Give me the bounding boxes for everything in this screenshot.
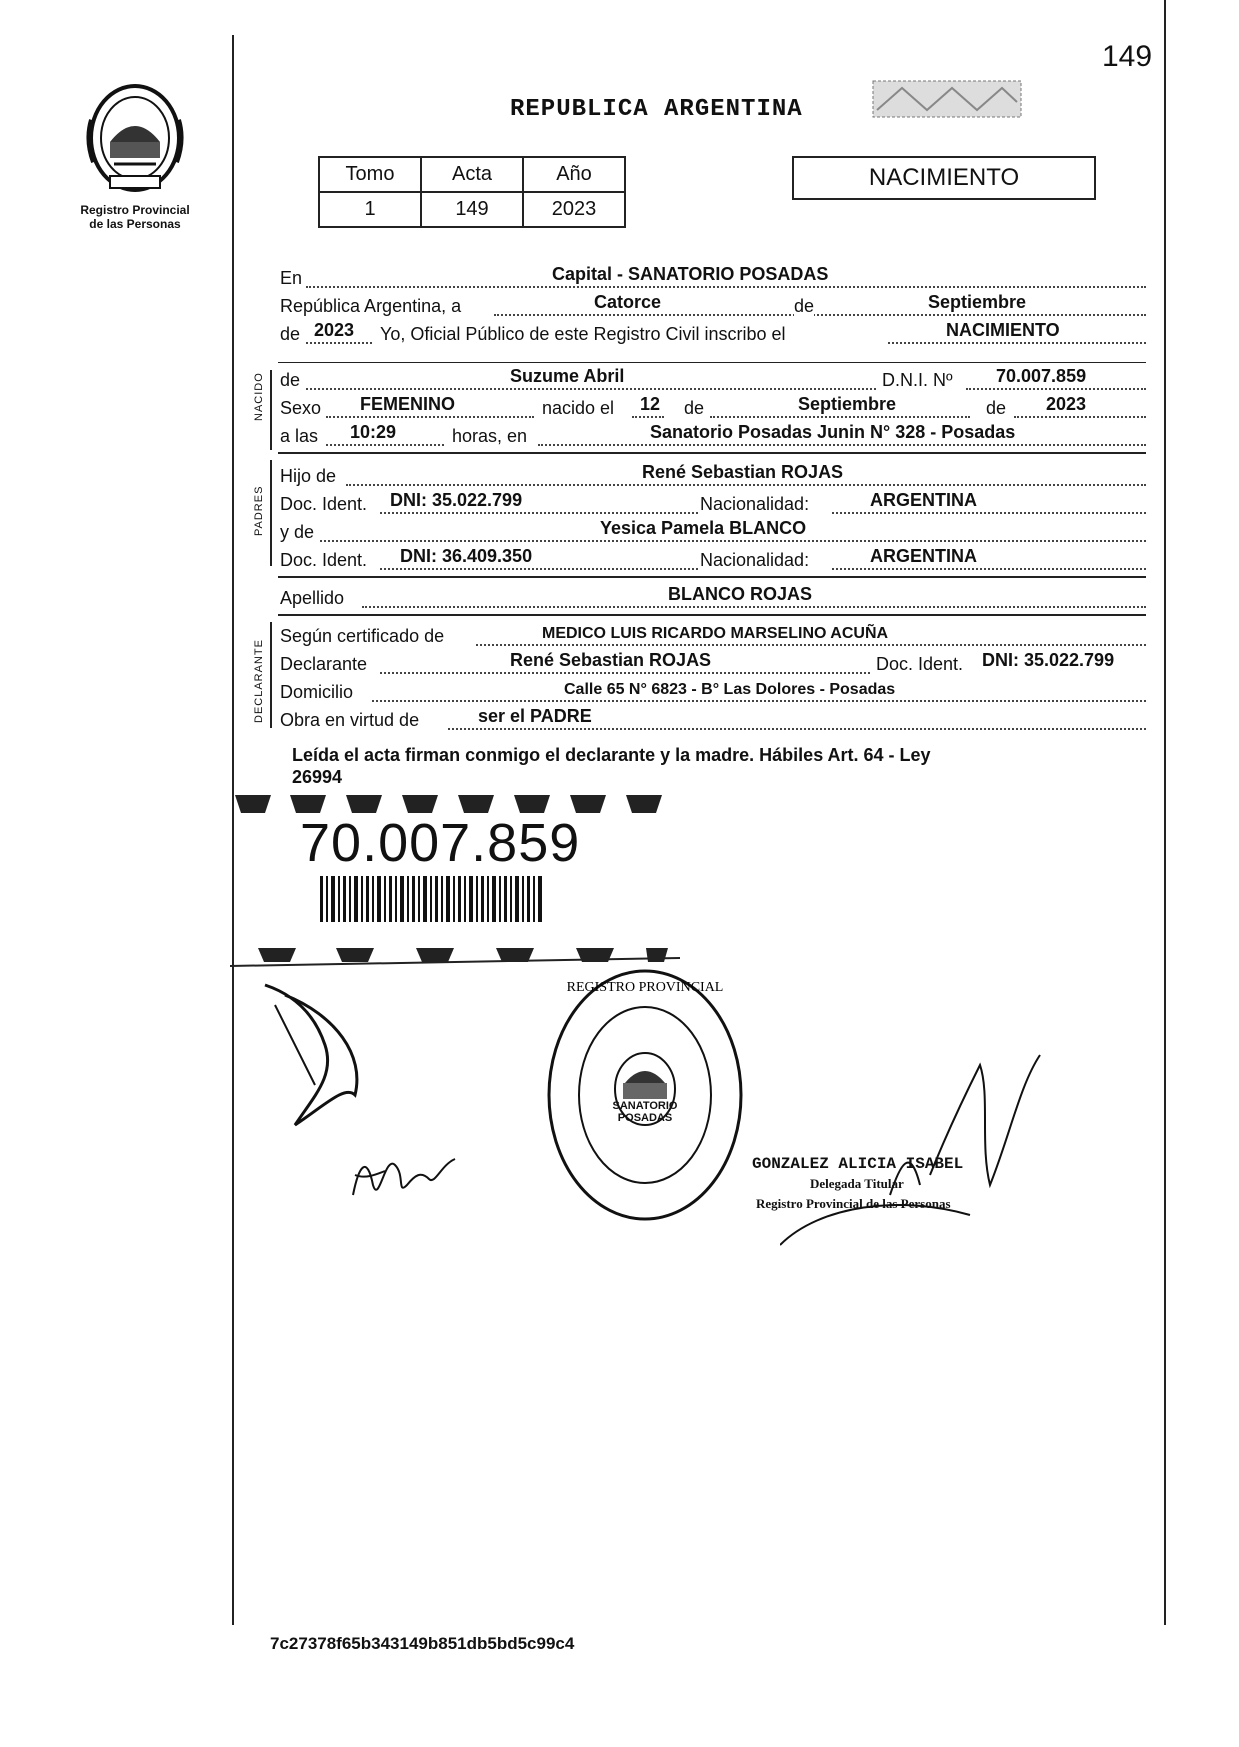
official-role: Delegada Titular xyxy=(810,1176,904,1191)
father-doc: DNI: 35.022.799 xyxy=(390,490,523,510)
apellido-value: BLANCO ROJAS xyxy=(668,584,813,604)
padres-bar xyxy=(270,460,272,566)
official-signature xyxy=(780,1045,1050,1255)
birth-place: Sanatorio Posadas Junin N° 328 - Posadas xyxy=(650,422,1016,442)
divider-2 xyxy=(278,452,1146,454)
header-anio: Año xyxy=(523,157,625,192)
yo-text: Yo, Oficial Público de este Registro Civil inscribo el xyxy=(380,324,786,344)
row-hijo-de xyxy=(280,462,1146,488)
big-dni-number: 70.007.859 xyxy=(300,813,581,873)
obra-value: ser el PADRE xyxy=(478,706,592,726)
row-apellido xyxy=(280,584,1146,610)
declarante-label: Declarante xyxy=(280,654,368,674)
barcode xyxy=(320,876,550,922)
row-segun xyxy=(280,622,1146,648)
row-en xyxy=(280,264,1146,290)
de-label-2: de xyxy=(684,398,705,418)
divider-1 xyxy=(278,362,1146,363)
declarante-bar xyxy=(270,622,272,728)
year: 2023 xyxy=(314,320,355,340)
value-anio: 2023 xyxy=(523,192,625,227)
document-hash: 7c27378f65b343149b851db5bd5c99c4 xyxy=(270,1634,575,1653)
row-domicilio xyxy=(280,678,1146,704)
mother-nationality-label: Nacionalidad: xyxy=(700,550,810,570)
svg-text:REGISTRO PROVINCIAL: REGISTRO PROVINCIAL xyxy=(566,980,724,995)
hijo-de-label: Hijo de xyxy=(280,466,337,486)
horas-en-label: horas, en xyxy=(452,426,528,446)
en-label: En xyxy=(280,268,303,288)
row-declarante xyxy=(280,650,1146,676)
stamp-inner-text: SANATORIO POSADAS xyxy=(612,1100,678,1124)
domicilio-label: Domicilio xyxy=(280,682,354,702)
declarante-section-label: DECLARANTE xyxy=(253,639,265,723)
segun-label: Según certificado de xyxy=(280,626,445,646)
row-father-doc xyxy=(280,490,1146,516)
de-label-3: de xyxy=(986,398,1007,418)
closing-text xyxy=(292,744,1132,788)
row-obra xyxy=(280,706,1146,732)
declarante-name: René Sebastian ROJAS xyxy=(510,650,712,670)
logo-caption-line2: de las Personas xyxy=(89,217,181,231)
official-org: Registro Provincial de las Personas xyxy=(756,1196,951,1211)
mother-doc-label: Doc. Ident. xyxy=(280,550,368,570)
value-tomo: 1 xyxy=(319,192,421,227)
row-nacido-hora xyxy=(280,422,1146,448)
mother-doc: DNI: 36.409.350 xyxy=(400,546,533,566)
sexo-value: FEMENINO xyxy=(360,394,456,414)
padres-section-label: PADRES xyxy=(253,485,265,536)
nacido-section-label: NACIDO xyxy=(253,372,265,421)
father-name: René Sebastian ROJAS xyxy=(642,462,844,482)
nacido-name: Suzume Abril xyxy=(510,366,625,386)
de-label: de xyxy=(794,296,815,316)
right-margin-line xyxy=(1164,0,1166,1625)
row-nacido-sexo xyxy=(280,394,1146,420)
month-word: Septiembre xyxy=(928,292,1027,312)
province-seal-logo xyxy=(80,80,190,196)
header-tomo: Tomo xyxy=(319,157,421,192)
act-word: NACIMIENTO xyxy=(946,320,1060,340)
father-nationality-label: Nacionalidad: xyxy=(700,494,810,514)
mother-nationality: ARGENTINA xyxy=(870,546,977,566)
day-word: Catorce xyxy=(594,292,662,312)
birth-time: 10:29 xyxy=(350,422,397,442)
dni-label: D.N.I. Nº xyxy=(882,370,953,390)
divider-4 xyxy=(278,614,1146,616)
closing-line-1: Leída el acta firman conmigo el declarante y la madre. Hábiles Art. 64 - Ley xyxy=(292,745,931,765)
closing-line-2: 26994 xyxy=(292,767,343,787)
certificado-value: MEDICO LUIS RICARDO MARSELINO ACUÑA xyxy=(542,625,889,642)
mother-name: Yesica Pamela BLANCO xyxy=(600,518,807,538)
birth-year: 2023 xyxy=(1046,394,1087,414)
row-fecha xyxy=(280,292,1146,318)
birth-month: Septiembre xyxy=(798,394,897,414)
declarante-doc: DNI: 35.022.799 xyxy=(982,650,1115,670)
father-doc-label: Doc. Ident. xyxy=(280,494,368,514)
birth-day: 12 xyxy=(640,394,661,414)
obra-label: Obra en virtud de xyxy=(280,710,420,730)
declarante-doc-label: Doc. Ident. xyxy=(876,654,964,674)
value-acta: 149 xyxy=(421,192,523,227)
nacido-de-label: de xyxy=(280,370,301,390)
a-las-label: a las xyxy=(280,426,319,446)
watermark-stamp xyxy=(872,80,1022,118)
y-de-label: y de xyxy=(280,522,315,542)
year-prefix: de xyxy=(280,324,301,344)
father-nationality: ARGENTINA xyxy=(870,490,977,510)
official-round-stamp xyxy=(545,965,745,1225)
act-type-box: NACIMIENTO xyxy=(792,156,1096,200)
nacido-bar xyxy=(270,370,272,450)
declarante-signature xyxy=(255,975,385,1135)
logo-caption xyxy=(60,203,210,231)
nacido-dni: 70.007.859 xyxy=(996,366,1087,386)
apellido-label: Apellido xyxy=(280,588,345,608)
official-name: GONZALEZ ALICIA ISABEL xyxy=(752,1155,964,1173)
header-acta: Acta xyxy=(421,157,523,192)
nacido-el-label: nacido el xyxy=(542,398,615,418)
row-y-de xyxy=(280,518,1146,544)
row-anio xyxy=(280,320,1146,346)
row-mother-doc xyxy=(280,546,1146,572)
logo-caption-line1: Registro Provincial xyxy=(80,203,190,217)
domicilio-value: Calle 65 N° 6823 - B° Las Dolores - Posadas xyxy=(564,681,896,698)
en-value: Capital - SANATORIO POSADAS xyxy=(552,264,829,284)
country-title: REPUBLICA ARGENTINA xyxy=(510,96,803,123)
row-nacido-name xyxy=(280,366,1146,392)
sexo-label: Sexo xyxy=(280,398,322,418)
republica-label: República Argentina, a xyxy=(280,296,462,316)
mother-signature xyxy=(345,1135,475,1215)
left-margin-line xyxy=(232,35,234,1625)
divider-3 xyxy=(278,576,1146,578)
record-table xyxy=(318,156,626,228)
page-number: 149 xyxy=(1102,40,1153,73)
